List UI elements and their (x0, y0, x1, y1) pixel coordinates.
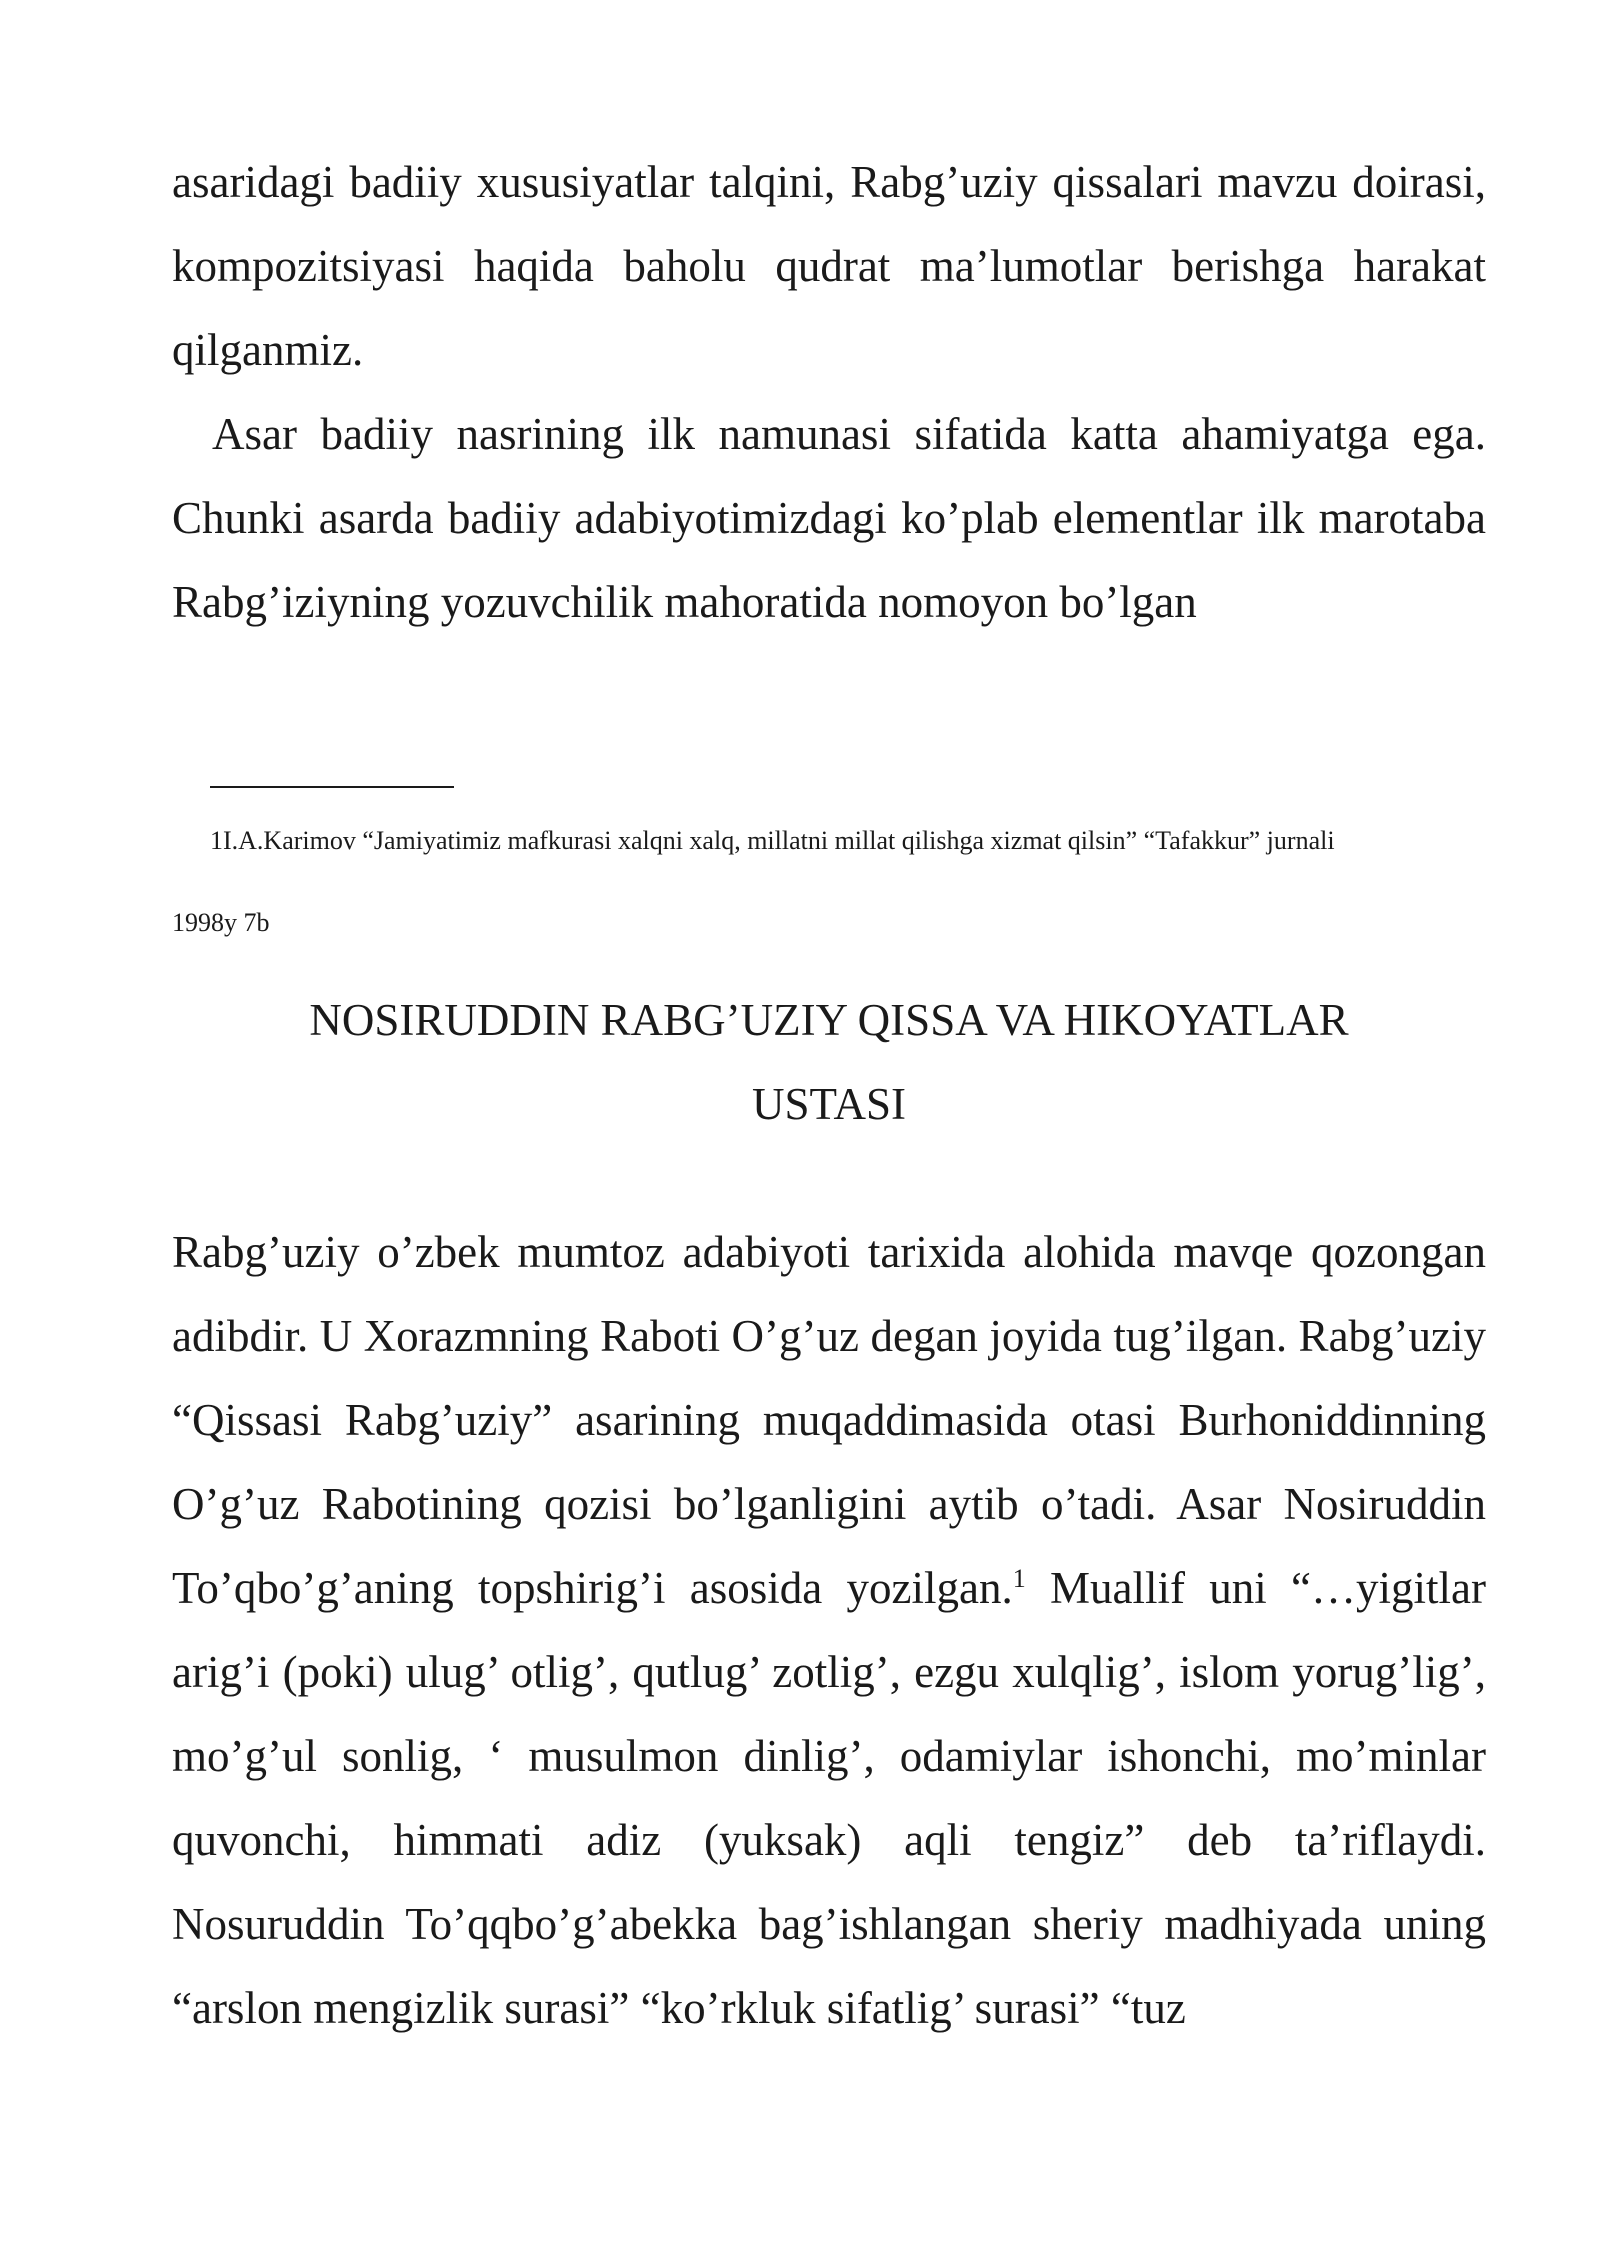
footnote-separator (210, 786, 454, 788)
section-heading-line: USTASI (752, 1079, 906, 1129)
paragraph-text: Rabg’uziy o’zbek mumtoz adabiyoti tarixida alohida mavqe qozongan adibdir. U Xorazmning Raboti O’g’uz degan joyida tug’ilgan. Rabg’uziy “Qissasi Rabg’uziy” asarining muqaddimasida otasi Burhoniddinning O’g’uz Rabotining qozisi bo’lganligini aytib o’tadi. Asar Nosiruddin To’qbo’g’aning topshirig’i asosida yozilgan. (172, 1227, 1486, 1613)
body-paragraph: Asar badiiy nasrining ilk namunasi sifatida katta ahamiyatga ega. Chunki asarda badiiy adabiyotimizdagi ko’plab elementlar ilk marotaba Rabg’iziyning yozuvchilik mahoratida nomoyon bo’lgan (172, 409, 1486, 627)
body-paragraph: asaridagi badiiy xususiyatlar talqini, Rabg’uziy qissalari mavzu doirasi, kompozitsiyasi haqida baholu qudrat ma’lumotlar berishga harakat qilganmiz. (172, 157, 1486, 375)
body-paragraph (172, 1210, 1486, 2050)
footnote-text-continuation: 1998y 7b (172, 908, 270, 937)
section-heading (172, 978, 1486, 1146)
footnote-text: 1I.A.Karimov “Jamiyatimiz mafkurasi xalqni xalq, millatni millat qilishga xizmat qilsin” “Tafakkur” jurnali (210, 826, 1335, 855)
paragraph-text: Muallif uni “…yigitlar arig’i (poki) ulug’ otlig’, qutlug’ zotlig’, ezgu xulqlig’, islom yorug’lig’, mo’g’ul sonlig, ‘ musulmon dinlig’, odamiylar ishonchi, mo’minlar quvonchi, himmati adiz (yuksak) aqli tengiz” deb ta’riflaydi. Nosuruddin To’qqbo’g’abekka bag’ishlangan sheriy madhiyada uning “arslon mengizlik surasi” “ko’rkluk sifatlig’ surasi” “tuz (172, 1563, 1486, 2033)
footnote-reference[interactable]: 1 (1012, 1564, 1026, 1593)
section-heading-line: NOSIRUDDIN RABG’UZIY QISSA VA HIKOYATLAR (309, 995, 1349, 1045)
